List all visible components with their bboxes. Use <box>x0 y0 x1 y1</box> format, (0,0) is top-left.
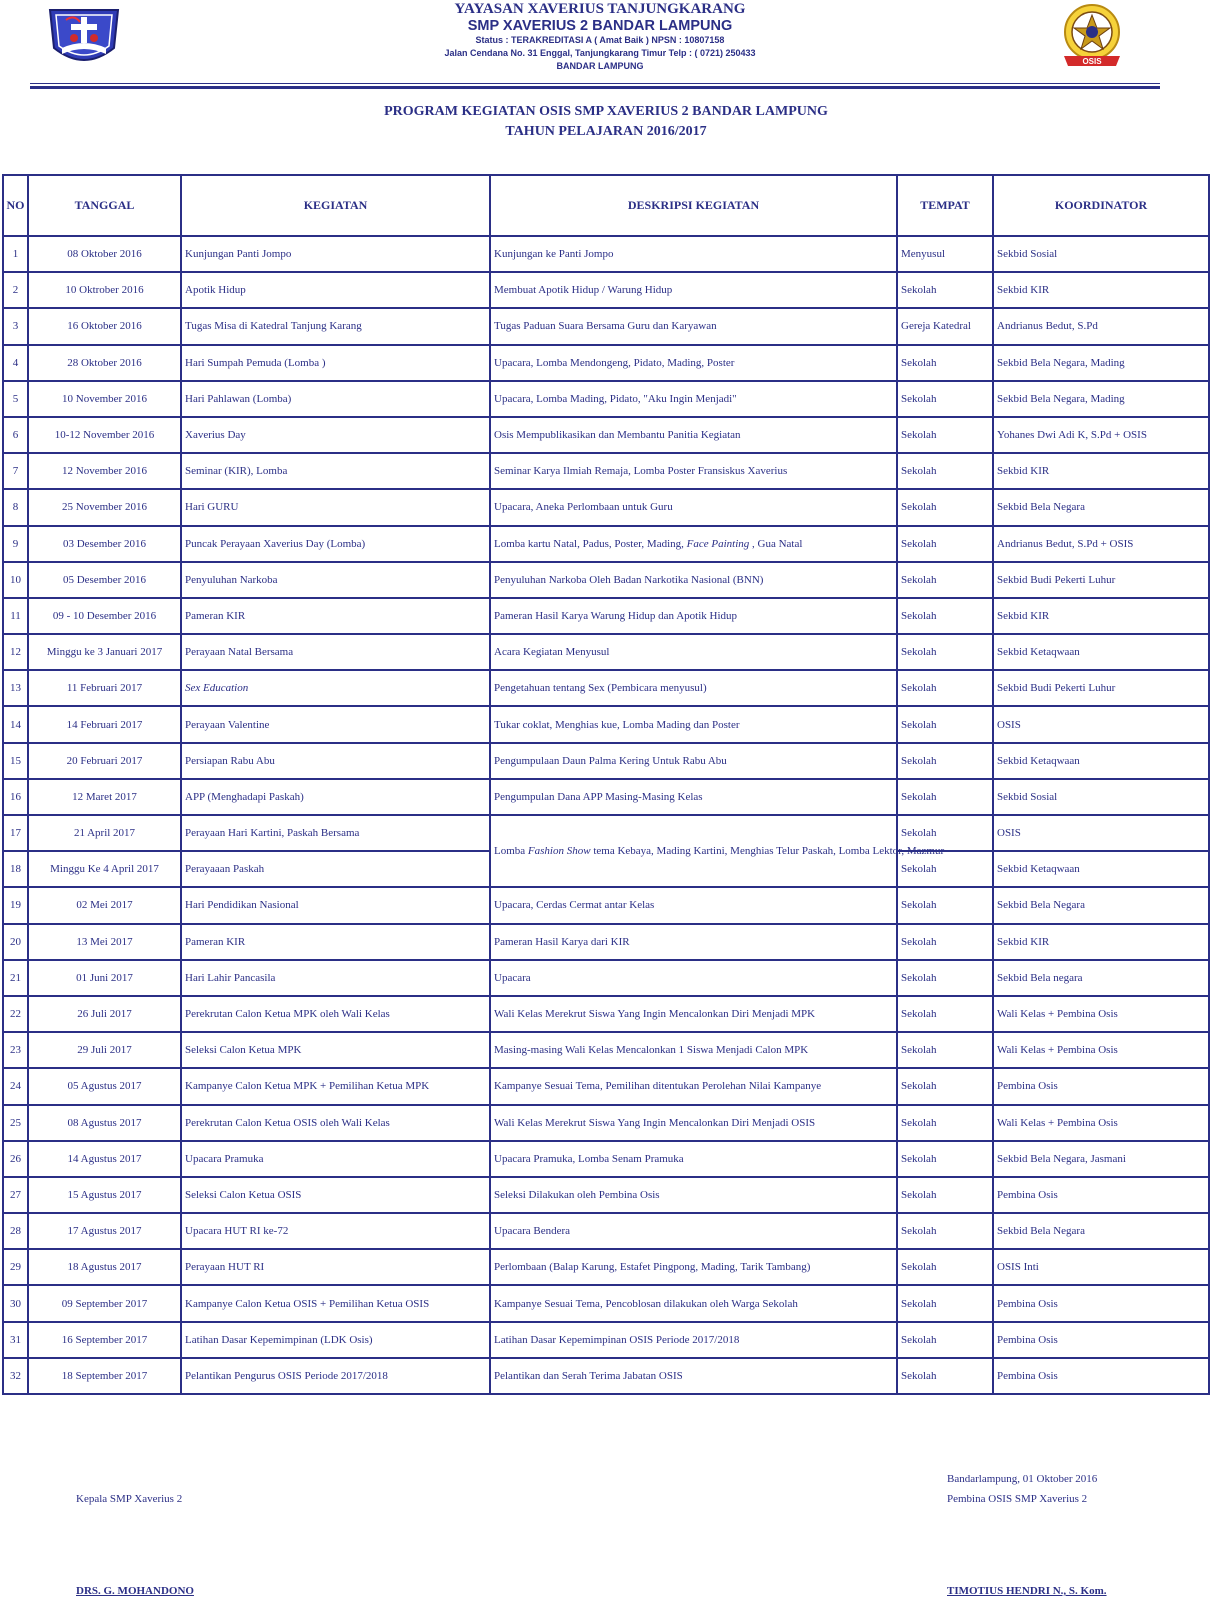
cell-description: Pengumpulaan Daun Palma Kering Untuk Rabu Abu <box>490 743 897 779</box>
cell-date: 28 Oktober 2016 <box>28 345 181 381</box>
table-row <box>3 706 1209 742</box>
cell-no: 3 <box>3 308 28 344</box>
table-row <box>3 562 1209 598</box>
cell-place: Sekolah <box>897 1177 993 1213</box>
letterhead <box>0 0 1212 92</box>
cell-date: 02 Mei 2017 <box>28 887 181 923</box>
cell-date: 08 Agustus 2017 <box>28 1105 181 1141</box>
cell-activity: Puncak Perayaan Xaverius Day (Lomba) <box>181 526 490 562</box>
cell-no: 10 <box>3 562 28 598</box>
cell-date: 14 Februari 2017 <box>28 706 181 742</box>
cell-coordinator: Sekbid KIR <box>993 598 1209 634</box>
signature-left-name: DRS. G. MOHANDONO <box>76 1585 194 1597</box>
cell-activity: Pelantikan Pengurus OSIS Periode 2017/2018 <box>181 1358 490 1394</box>
cell-place: Sekolah <box>897 670 993 706</box>
cell-activity: Xaverius Day <box>181 417 490 453</box>
cell-description: Upacara <box>490 960 897 996</box>
header-tanggal: TANGGAL <box>28 175 181 236</box>
cell-place: Sekolah <box>897 1213 993 1249</box>
cell-no: 19 <box>3 887 28 923</box>
table-row <box>3 1358 1209 1394</box>
cell-description: Seleksi Dilakukan oleh Pembina Osis <box>490 1177 897 1213</box>
cell-place: Sekolah <box>897 1358 993 1394</box>
description-text: Lomba kartu Natal, Padus, Poster, Mading, <box>494 537 687 550</box>
cell-description: Pameran Hasil Karya Warung Hidup dan Apotik Hidup <box>490 598 897 634</box>
cell-no: 21 <box>3 960 28 996</box>
cell-activity: Hari GURU <box>181 489 490 525</box>
table-row <box>3 960 1209 996</box>
cell-coordinator: Sekbid Budi Pekerti Luhur <box>993 670 1209 706</box>
cell-coordinator: Sekbid Ketaqwaan <box>993 634 1209 670</box>
cell-no: 5 <box>3 381 28 417</box>
cell-no: 24 <box>3 1068 28 1104</box>
table-header-row <box>3 175 1209 236</box>
cell-date: 10-12 November 2016 <box>28 417 181 453</box>
cell-coordinator: Pembina Osis <box>993 1068 1209 1104</box>
header-rule-thick <box>30 86 1160 89</box>
cell-coordinator: Sekbid Bela Negara <box>993 1213 1209 1249</box>
cell-coordinator: Andrianus Bedut, S.Pd + OSIS <box>993 526 1209 562</box>
description-text: , Gua Natal <box>749 537 803 550</box>
cell-place: Sekolah <box>897 634 993 670</box>
accreditation-status: Status : TERAKREDITASI A ( Amat Baik ) NPSN : 10807158 <box>475 35 725 45</box>
cell-coordinator: Pembina Osis <box>993 1322 1209 1358</box>
cell-date: 09 - 10 Desember 2016 <box>28 598 181 634</box>
table-row <box>3 489 1209 525</box>
school-logo-icon <box>44 2 124 72</box>
cell-description: Penyuluhan Narkoba Oleh Badan Narkotika Nasional (BNN) <box>490 562 897 598</box>
cell-no: 1 <box>3 236 28 272</box>
cell-place: Sekolah <box>897 996 993 1032</box>
cell-place: Sekolah <box>897 1068 993 1104</box>
cell-description: Kunjungan ke Panti Jompo <box>490 236 897 272</box>
cell-no: 22 <box>3 996 28 1032</box>
cell-coordinator: Wali Kelas + Pembina Osis <box>993 1105 1209 1141</box>
table-row <box>3 1285 1209 1321</box>
cell-date: 25 November 2016 <box>28 489 181 525</box>
cell-no: 14 <box>3 706 28 742</box>
cell-coordinator: Pembina Osis <box>993 1177 1209 1213</box>
cell-coordinator: Sekbid Bela Negara, Mading <box>993 381 1209 417</box>
cell-activity: Sex Education <box>181 670 490 706</box>
table-row <box>3 1249 1209 1285</box>
cell-date: 29 Juli 2017 <box>28 1032 181 1068</box>
cell-no: 8 <box>3 489 28 525</box>
cell-date: 12 Maret 2017 <box>28 779 181 815</box>
cell-activity: Hari Pahlawan (Lomba) <box>181 381 490 417</box>
table-row <box>3 308 1209 344</box>
cell-place: Sekolah <box>897 815 993 851</box>
cell-date: 14 Agustus 2017 <box>28 1141 181 1177</box>
description-text: Lomba <box>494 844 528 857</box>
cell-date: 16 September 2017 <box>28 1322 181 1358</box>
table-row <box>3 417 1209 453</box>
signature-left-role: Kepala SMP Xaverius 2 <box>76 1493 183 1505</box>
cell-date: 18 Agustus 2017 <box>28 1249 181 1285</box>
cell-description: Kampanye Sesuai Tema, Pencoblosan dilakukan oleh Warga Sekolah <box>490 1285 897 1321</box>
cell-activity: Kampanye Calon Ketua MPK + Pemilihan Ketua MPK <box>181 1068 490 1104</box>
cell-description: Upacara, Lomba Mendongeng, Pidato, Mading, Poster <box>490 345 897 381</box>
cell-date: 21 April 2017 <box>28 815 181 851</box>
cell-place: Sekolah <box>897 706 993 742</box>
cell-description: Pengumpulan Dana APP Masing-Masing Kelas <box>490 779 897 815</box>
cell-coordinator: Sekbid KIR <box>993 924 1209 960</box>
cell-place: Sekolah <box>897 1105 993 1141</box>
table-row <box>3 453 1209 489</box>
cell-date: 26 Juli 2017 <box>28 996 181 1032</box>
cell-description: Acara Kegiatan Menyusul <box>490 634 897 670</box>
cell-no: 31 <box>3 1322 28 1358</box>
cell-date: 12 November 2016 <box>28 453 181 489</box>
cell-date: 03 Desember 2016 <box>28 526 181 562</box>
cell-date: Minggu ke 3 Januari 2017 <box>28 634 181 670</box>
cell-coordinator: Pembina Osis <box>993 1285 1209 1321</box>
cell-activity: Upacara Pramuka <box>181 1141 490 1177</box>
cell-activity: Pameran KIR <box>181 598 490 634</box>
table-row <box>3 815 1209 851</box>
cell-no: 9 <box>3 526 28 562</box>
cell-coordinator: OSIS <box>993 706 1209 742</box>
cell-description: Upacara, Aneka Perlombaan untuk Guru <box>490 489 897 525</box>
signature-right-role: Pembina OSIS SMP Xaverius 2 <box>947 1493 1088 1505</box>
cell-date: 05 Desember 2016 <box>28 562 181 598</box>
table-row <box>3 1032 1209 1068</box>
cell-coordinator: Sekbid Ketaqwaan <box>993 743 1209 779</box>
cell-place: Sekolah <box>897 526 993 562</box>
cell-description: Perlombaan (Balap Karung, Estafet Pingpong, Mading, Tarik Tambang) <box>490 1249 897 1285</box>
table-row <box>3 1068 1209 1104</box>
cell-coordinator: Andrianus Bedut, S.Pd <box>993 308 1209 344</box>
cell-no: 28 <box>3 1213 28 1249</box>
cell-date: 01 Juni 2017 <box>28 960 181 996</box>
cell-activity: Seminar (KIR), Lomba <box>181 453 490 489</box>
cell-no: 32 <box>3 1358 28 1394</box>
cell-date: 18 September 2017 <box>28 1358 181 1394</box>
table-row <box>3 634 1209 670</box>
cell-activity: Perayaaan Paskah <box>181 851 490 887</box>
cell-description: Latihan Dasar Kepemimpinan OSIS Periode 2017/2018 <box>490 1322 897 1358</box>
description-italic-text: Fashion Show <box>527 844 591 857</box>
cell-date: 16 Oktober 2016 <box>28 308 181 344</box>
cell-activity: Seleksi Calon Ketua MPK <box>181 1032 490 1068</box>
cell-place: Sekolah <box>897 345 993 381</box>
cell-place: Sekolah <box>897 743 993 779</box>
description-italic-text: Face Painting <box>686 537 750 550</box>
cell-date: 13 Mei 2017 <box>28 924 181 960</box>
cell-coordinator: Sekbid KIR <box>993 272 1209 308</box>
cell-activity: Perayaan Valentine <box>181 706 490 742</box>
cell-place: Sekolah <box>897 1032 993 1068</box>
header-kegiatan: KEGIATAN <box>181 175 490 236</box>
cell-description: Tugas Paduan Suara Bersama Guru dan Karyawan <box>490 308 897 344</box>
table-row <box>3 779 1209 815</box>
cell-activity: Hari Sumpah Pemuda (Lomba ) <box>181 345 490 381</box>
cell-place: Sekolah <box>897 960 993 996</box>
cell-coordinator: OSIS Inti <box>993 1249 1209 1285</box>
cell-date: 10 Oktrober 2016 <box>28 272 181 308</box>
cell-activity: Perekrutan Calon Ketua MPK oleh Wali Kelas <box>181 996 490 1032</box>
cell-activity: Persiapan Rabu Abu <box>181 743 490 779</box>
cell-place: Sekolah <box>897 489 993 525</box>
cell-no: 4 <box>3 345 28 381</box>
cell-description: Wali Kelas Merekrut Siswa Yang Ingin Mencalonkan Diri Menjadi MPK <box>490 996 897 1032</box>
table-row <box>3 1322 1209 1358</box>
cell-activity: Kunjungan Panti Jompo <box>181 236 490 272</box>
cell-coordinator: Sekbid Bela Negara, Jasmani <box>993 1141 1209 1177</box>
cell-date: 10 November 2016 <box>28 381 181 417</box>
cell-place: Sekolah <box>897 562 993 598</box>
cell-coordinator: Sekbid Ketaqwaan <box>993 851 1209 887</box>
cell-no: 20 <box>3 924 28 960</box>
cell-coordinator: Sekbid Bela Negara <box>993 489 1209 525</box>
osis-logo-icon <box>1052 2 1132 72</box>
cell-place: Sekolah <box>897 851 993 887</box>
table-row <box>3 924 1209 960</box>
cell-no: 15 <box>3 743 28 779</box>
table-row <box>3 996 1209 1032</box>
cell-no: 13 <box>3 670 28 706</box>
cell-no: 12 <box>3 634 28 670</box>
cell-date: 20 Februari 2017 <box>28 743 181 779</box>
cell-no: 16 <box>3 779 28 815</box>
cell-place: Sekolah <box>897 1322 993 1358</box>
cell-description: Upacara, Lomba Mading, Pidato, "Aku Ingin Menjadi" <box>490 381 897 417</box>
cell-no: 30 <box>3 1285 28 1321</box>
cell-activity: Hari Pendidikan Nasional <box>181 887 490 923</box>
cell-activity: Perayaan Hari Kartini, Paskah Bersama <box>181 815 490 851</box>
cell-coordinator: Yohanes Dwi Adi K, S.Pd + OSIS <box>993 417 1209 453</box>
cell-place: Sekolah <box>897 598 993 634</box>
cell-no: 11 <box>3 598 28 634</box>
cell-description: Masing-masing Wali Kelas Mencalonkan 1 Siswa Menjadi Calon MPK <box>490 1032 897 1068</box>
cell-date: 08 Oktober 2016 <box>28 236 181 272</box>
cell-coordinator: Sekbid Bela Negara <box>993 887 1209 923</box>
cell-activity: Tugas Misa di Katedral Tanjung Karang <box>181 308 490 344</box>
foundation-name: YAYASAN XAVERIUS TANJUNGKARANG <box>454 1 746 17</box>
header-no: NO <box>3 175 28 236</box>
cell-coordinator: Sekbid Budi Pekerti Luhur <box>993 562 1209 598</box>
cell-description <box>490 526 897 562</box>
cell-coordinator: Pembina Osis <box>993 1358 1209 1394</box>
cell-activity: Upacara HUT RI ke-72 <box>181 1213 490 1249</box>
cell-place: Sekolah <box>897 887 993 923</box>
cell-place: Menyusul <box>897 236 993 272</box>
letterhead-text <box>330 0 870 73</box>
document-title <box>0 102 1212 142</box>
cell-activity: Perayaan HUT RI <box>181 1249 490 1285</box>
cell-no: 26 <box>3 1141 28 1177</box>
osis-logo-text: OSIS <box>1082 57 1102 66</box>
title-line-1: PROGRAM KEGIATAN OSIS SMP XAVERIUS 2 BANDAR LAMPUNG <box>384 104 828 119</box>
table-row <box>3 1141 1209 1177</box>
cell-coordinator: Wali Kelas + Pembina Osis <box>993 996 1209 1032</box>
cell-place: Sekolah <box>897 1285 993 1321</box>
cell-no: 2 <box>3 272 28 308</box>
cell-coordinator: Sekbid Sosial <box>993 779 1209 815</box>
table-row <box>3 381 1209 417</box>
cell-description: Kampanye Sesuai Tema, Pemilihan ditentukan Perolehan Nilai Kampanye <box>490 1068 897 1104</box>
cell-coordinator: Sekbid KIR <box>993 453 1209 489</box>
cell-description: Upacara Pramuka, Lomba Senam Pramuka <box>490 1141 897 1177</box>
cell-activity: Pameran KIR <box>181 924 490 960</box>
cell-place: Sekolah <box>897 1249 993 1285</box>
cell-activity: Latihan Dasar Kepemimpinan (LDK Osis) <box>181 1322 490 1358</box>
cell-description: Pelantikan dan Serah Terima Jabatan OSIS <box>490 1358 897 1394</box>
cell-description: Seminar Karya Ilmiah Remaja, Lomba Poster Fransiskus Xaverius <box>490 453 897 489</box>
cell-activity: Seleksi Calon Ketua OSIS <box>181 1177 490 1213</box>
cell-coordinator: Sekbid Bela Negara, Mading <box>993 345 1209 381</box>
table-row <box>3 1177 1209 1213</box>
title-line-2: TAHUN PELAJARAN 2016/2017 <box>505 124 707 139</box>
cell-no: 25 <box>3 1105 28 1141</box>
cell-no: 6 <box>3 417 28 453</box>
cell-coordinator: Sekbid Sosial <box>993 236 1209 272</box>
cell-place: Gereja Katedral <box>897 308 993 344</box>
table-row <box>3 526 1209 562</box>
cell-description: Upacara Bendera <box>490 1213 897 1249</box>
cell-date: 05 Agustus 2017 <box>28 1068 181 1104</box>
cell-activity: Kampanye Calon Ketua OSIS + Pemilihan Ketua OSIS <box>181 1285 490 1321</box>
header-rule-thin <box>30 83 1160 84</box>
cell-place: Sekolah <box>897 381 993 417</box>
header-tempat: TEMPAT <box>897 175 993 236</box>
cell-date: 09 September 2017 <box>28 1285 181 1321</box>
cell-date: 11 Februari 2017 <box>28 670 181 706</box>
cell-date: 15 Agustus 2017 <box>28 1177 181 1213</box>
table-row <box>3 670 1209 706</box>
cell-activity: Penyuluhan Narkoba <box>181 562 490 598</box>
header-deskripsi: DESKRIPSI KEGIATAN <box>490 175 897 236</box>
cell-place: Sekolah <box>897 417 993 453</box>
cell-place: Sekolah <box>897 779 993 815</box>
cell-place: Sekolah <box>897 924 993 960</box>
signature-right-name: TIMOTIUS HENDRI N., S. Kom. <box>947 1585 1107 1597</box>
table-row <box>3 598 1209 634</box>
cell-date: Minggu Ke 4 April 2017 <box>28 851 181 887</box>
cell-activity: Apotik Hidup <box>181 272 490 308</box>
cell-no: 29 <box>3 1249 28 1285</box>
description-text: tema Kebaya, Mading Kartini, Menghias Telur Paskah, Lomba Lektor, Mazmur <box>590 844 945 857</box>
table-row <box>3 272 1209 308</box>
cell-description: Pameran Hasil Karya dari KIR <box>490 924 897 960</box>
cell-no: 17 <box>3 815 28 851</box>
cell-description: Tukar coklat, Menghias kue, Lomba Mading dan Poster <box>490 706 897 742</box>
table-row <box>3 1105 1209 1141</box>
cell-description: Membuat Apotik Hidup / Warung Hidup <box>490 272 897 308</box>
cell-activity: Hari Lahir Pancasila <box>181 960 490 996</box>
school-city: BANDAR LAMPUNG <box>556 61 644 71</box>
cell-place: Sekolah <box>897 272 993 308</box>
cell-no: 27 <box>3 1177 28 1213</box>
cell-activity: APP (Menghadapi Paskah) <box>181 779 490 815</box>
table-row <box>3 236 1209 272</box>
header-koordinator: KOORDINATOR <box>993 175 1209 236</box>
cell-description: Wali Kelas Merekrut Siswa Yang Ingin Mencalonkan Diri Menjadi OSIS <box>490 1105 897 1141</box>
school-name: SMP XAVERIUS 2 BANDAR LAMPUNG <box>467 18 733 34</box>
cell-coordinator: Wali Kelas + Pembina Osis <box>993 1032 1209 1068</box>
cell-description: Osis Mempublikasikan dan Membantu Panitia Kegiatan <box>490 417 897 453</box>
signature-place-date: Bandarlampung, 01 Oktober 2016 <box>947 1473 1098 1485</box>
cell-coordinator: OSIS <box>993 815 1209 851</box>
cell-no: 18 <box>3 851 28 887</box>
program-table <box>2 174 1210 1395</box>
cell-place: Sekolah <box>897 453 993 489</box>
cell-place: Sekolah <box>897 1141 993 1177</box>
cell-description: Pengetahuan tentang Sex (Pembicara menyusul) <box>490 670 897 706</box>
table-row <box>3 887 1209 923</box>
cell-activity: Perayaan Natal Bersama <box>181 634 490 670</box>
cell-activity: Perekrutan Calon Ketua OSIS oleh Wali Kelas <box>181 1105 490 1141</box>
cell-date: 17 Agustus 2017 <box>28 1213 181 1249</box>
cell-no: 23 <box>3 1032 28 1068</box>
table-body <box>3 236 1209 1394</box>
cell-coordinator: Sekbid Bela negara <box>993 960 1209 996</box>
table-row <box>3 1213 1209 1249</box>
cell-description: Upacara, Cerdas Cermat antar Kelas <box>490 887 897 923</box>
table-row <box>3 345 1209 381</box>
table-row <box>3 743 1209 779</box>
cell-no: 7 <box>3 453 28 489</box>
school-address: Jalan Cendana No. 31 Enggal, Tanjungkarang Timur Telp : ( 0721) 250433 <box>444 48 756 58</box>
